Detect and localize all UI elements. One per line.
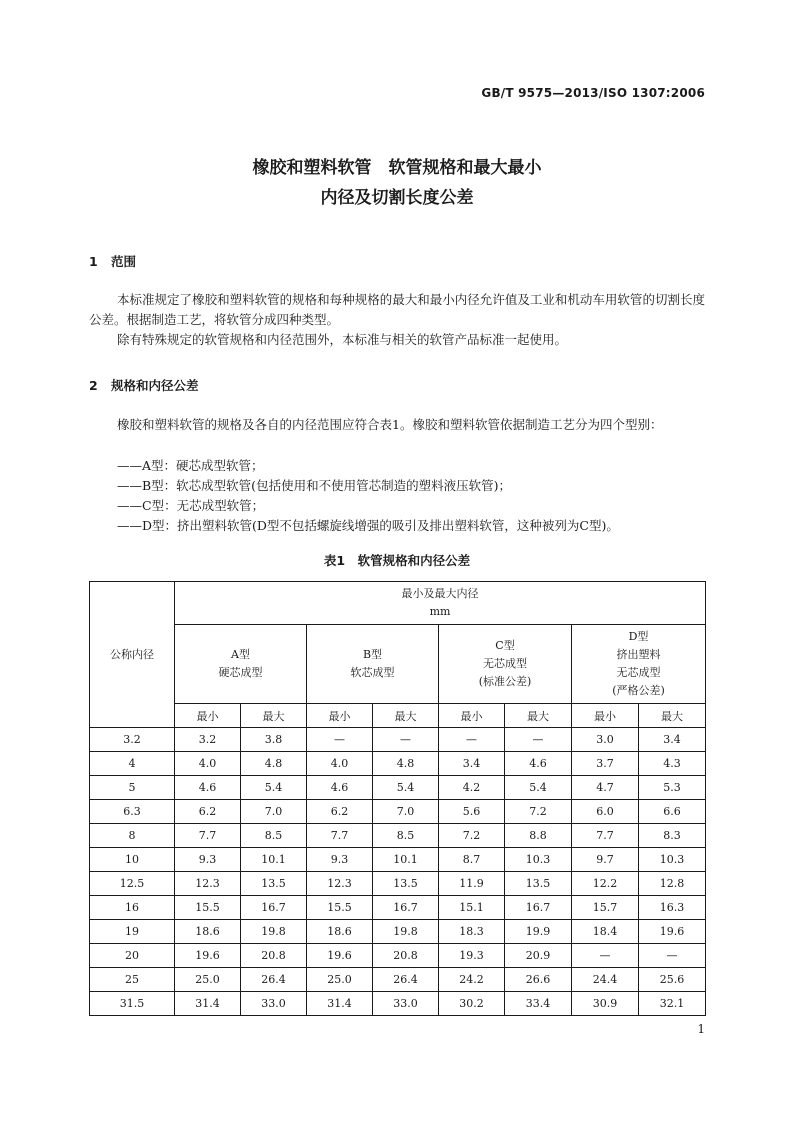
max-header: 最大 <box>505 704 572 728</box>
diameter-cell: 8.7 <box>439 848 505 872</box>
diameter-cell: 7.2 <box>439 824 505 848</box>
table-row <box>90 896 706 920</box>
diameter-cell: 13.5 <box>241 872 307 896</box>
diameter-cell: 19.6 <box>639 920 706 944</box>
table-row <box>90 944 706 968</box>
min-header: 最小 <box>572 704 639 728</box>
section-1-title: 范围 <box>111 254 137 269</box>
diameter-cell: 18.6 <box>307 920 373 944</box>
diameter-cell: 5.3 <box>639 776 706 800</box>
diameter-cell: 15.5 <box>175 896 241 920</box>
diameter-cell: 10.3 <box>505 848 572 872</box>
diameter-cell: — <box>572 944 639 968</box>
group-header-unit: mm <box>429 605 451 618</box>
nominal-bore-header: 公称内径 <box>90 582 175 728</box>
standard-code: GB/T 9575—2013/ISO 1307:2006 <box>481 86 705 100</box>
nominal-bore-cell: 6.3 <box>90 800 175 824</box>
diameter-cell: 4.6 <box>175 776 241 800</box>
max-header: 最大 <box>373 704 439 728</box>
diameter-cell: 10.1 <box>373 848 439 872</box>
type-a-name: A型 <box>231 648 250 661</box>
type-d-name: D型 <box>628 630 649 643</box>
type-d-note: (严格公差) <box>612 684 665 697</box>
section-1-body <box>89 290 705 350</box>
nominal-bore-cell: 16 <box>90 896 175 920</box>
diameter-cell: 5.6 <box>439 800 505 824</box>
diameter-cell: 7.2 <box>505 800 572 824</box>
nominal-bore-cell: 25 <box>90 968 175 992</box>
diameter-cell: 3.4 <box>439 752 505 776</box>
max-header: 最大 <box>639 704 706 728</box>
group-header-label: 最小及最大内径 <box>401 587 479 600</box>
diameter-cell: 16.7 <box>373 896 439 920</box>
diameter-cell: 19.8 <box>241 920 307 944</box>
type-b-name: B型 <box>362 648 383 661</box>
diameter-cell: 5.4 <box>373 776 439 800</box>
diameter-cell: 26.4 <box>373 968 439 992</box>
min-header: 最小 <box>307 704 373 728</box>
diameter-cell: 6.2 <box>307 800 373 824</box>
table-row <box>90 728 706 752</box>
type-d-desc-2: 无芯成型 <box>616 666 661 679</box>
diameter-cell: 4.6 <box>307 776 373 800</box>
section-1-heading <box>89 252 136 270</box>
diameter-cell: 3.8 <box>241 728 307 752</box>
diameter-cell: 25.6 <box>639 968 706 992</box>
page-number: 1 <box>697 1022 705 1036</box>
diameter-cell: 8.3 <box>639 824 706 848</box>
document-title <box>0 153 794 213</box>
section-2-number: 2 <box>89 378 98 393</box>
diameter-cell: 5.4 <box>241 776 307 800</box>
type-a-item: ——A型：硬芯成型软管； <box>117 458 264 473</box>
nominal-bore-cell: 31.5 <box>90 992 175 1016</box>
diameter-cell: 19.6 <box>307 944 373 968</box>
diameter-cell: 24.2 <box>439 968 505 992</box>
diameter-cell: 19.8 <box>373 920 439 944</box>
diameter-cell: 33.0 <box>373 992 439 1016</box>
table-row <box>90 824 706 848</box>
table-row <box>90 752 706 776</box>
diameter-cell: 7.0 <box>373 800 439 824</box>
diameter-cell: 10.3 <box>639 848 706 872</box>
diameter-cell: 12.3 <box>307 872 373 896</box>
diameter-cell: 9.7 <box>572 848 639 872</box>
diameter-cell: 25.0 <box>307 968 373 992</box>
diameter-cell: 9.3 <box>307 848 373 872</box>
diameter-cell: 32.1 <box>639 992 706 1016</box>
diameter-cell: 3.4 <box>639 728 706 752</box>
diameter-cell: 12.8 <box>639 872 706 896</box>
table-row <box>90 776 706 800</box>
nominal-bore-cell: 19 <box>90 920 175 944</box>
type-d-desc: 挤出塑料 <box>616 648 661 661</box>
type-b-header <box>307 625 439 704</box>
diameter-cell: 7.7 <box>175 824 241 848</box>
section-1-para-2: 除有特殊规定的软管规格和内径范围外，本标准与相关的软管产品标准一起使用。 <box>117 332 568 347</box>
diameter-cell: 26.4 <box>241 968 307 992</box>
diameter-cell: 4.8 <box>373 752 439 776</box>
diameter-cell: 18.3 <box>439 920 505 944</box>
section-1-para-1: 本标准规定了橡胶和塑料软管的规格和每种规格的最大和最小内径允许值及工业和机动车用软管的切割长度公差。根据制造工艺，将软管分成四种类型。 <box>89 292 705 327</box>
min-header: 最小 <box>439 704 505 728</box>
section-2-heading <box>89 376 199 394</box>
diameter-cell: 33.0 <box>241 992 307 1016</box>
table-row <box>90 992 706 1016</box>
type-c-desc: 无芯成型 <box>483 657 527 670</box>
diameter-cell: 20.9 <box>505 944 572 968</box>
diameter-cell: 7.0 <box>241 800 307 824</box>
diameter-cell: 18.4 <box>572 920 639 944</box>
diameter-cell: 7.7 <box>572 824 639 848</box>
nominal-bore-cell: 4 <box>90 752 175 776</box>
diameter-cell: — <box>505 728 572 752</box>
diameter-cell: 7.7 <box>307 824 373 848</box>
diameter-cell: 6.6 <box>639 800 706 824</box>
diameter-cell: 20.8 <box>241 944 307 968</box>
diameter-cell: — <box>439 728 505 752</box>
diameter-cell: 26.6 <box>505 968 572 992</box>
diameter-cell: 3.2 <box>175 728 241 752</box>
diameter-cell: 15.5 <box>307 896 373 920</box>
diameter-cell: 4.3 <box>639 752 706 776</box>
diameter-cell: 4.7 <box>572 776 639 800</box>
diameter-cell: 15.7 <box>572 896 639 920</box>
diameter-cell: 8.8 <box>505 824 572 848</box>
diameter-cell: — <box>639 944 706 968</box>
type-c-header <box>439 625 572 704</box>
diameter-cell: 30.2 <box>439 992 505 1016</box>
table-row <box>90 968 706 992</box>
diameter-cell: 6.0 <box>572 800 639 824</box>
nominal-bore-cell: 8 <box>90 824 175 848</box>
nominal-bore-cell: 10 <box>90 848 175 872</box>
min-max-header-row <box>90 704 706 728</box>
section-2-body <box>89 415 705 435</box>
diameter-cell: 31.4 <box>307 992 373 1016</box>
diameter-cell: — <box>373 728 439 752</box>
min-header: 最小 <box>175 704 241 728</box>
nominal-bore-cell: 12.5 <box>90 872 175 896</box>
section-1-number: 1 <box>89 254 98 269</box>
nominal-bore-cell: 20 <box>90 944 175 968</box>
type-c-note: (标准公差) <box>478 675 532 688</box>
table-body <box>90 728 706 1016</box>
type-d-item: ——D型：挤出塑料软管(D型不包括螺旋线增强的吸引及排出塑料软管，这种被列为C型)。 <box>117 518 619 533</box>
diameter-cell: 4.0 <box>307 752 373 776</box>
type-c-name: C型 <box>495 639 515 652</box>
diameter-cell: 8.5 <box>373 824 439 848</box>
section-2-para-1: 橡胶和塑料软管的规格及各自的内径范围应符合表1。橡胶和塑料软管依据制造工艺分为四个型别： <box>117 417 663 432</box>
type-d-header <box>572 625 706 704</box>
diameter-cell: 11.9 <box>439 872 505 896</box>
diameter-cell: 31.4 <box>175 992 241 1016</box>
diameter-cell: 12.2 <box>572 872 639 896</box>
diameter-cell: 13.5 <box>373 872 439 896</box>
diameter-cell: 16.3 <box>639 896 706 920</box>
type-a-header <box>175 625 307 704</box>
hose-size-table <box>89 581 706 1016</box>
diameter-cell: 3.0 <box>572 728 639 752</box>
diameter-cell: 13.5 <box>505 872 572 896</box>
diameter-cell: 4.2 <box>439 776 505 800</box>
diameter-cell: — <box>307 728 373 752</box>
diameter-cell: 4.8 <box>241 752 307 776</box>
diameter-cell: 33.4 <box>505 992 572 1016</box>
table-row <box>90 872 706 896</box>
nominal-bore-cell: 3.2 <box>90 728 175 752</box>
inside-diameter-group-header <box>175 582 706 625</box>
title-line-1: 橡胶和塑料软管 软管规格和最大最小 <box>252 158 542 178</box>
table-caption: 表1 软管规格和内径公差 <box>323 553 471 568</box>
type-a-desc: 硬芯成型 <box>218 666 263 679</box>
nominal-bore-cell: 5 <box>90 776 175 800</box>
diameter-cell: 8.5 <box>241 824 307 848</box>
diameter-cell: 30.9 <box>572 992 639 1016</box>
table-row <box>90 920 706 944</box>
title-line-2: 内径及切割长度公差 <box>320 188 474 208</box>
diameter-cell: 9.3 <box>175 848 241 872</box>
diameter-cell: 4.0 <box>175 752 241 776</box>
table-row <box>90 800 706 824</box>
diameter-cell: 16.7 <box>241 896 307 920</box>
diameter-cell: 24.4 <box>572 968 639 992</box>
diameter-cell: 20.8 <box>373 944 439 968</box>
diameter-cell: 4.6 <box>505 752 572 776</box>
type-b-desc: 软芯成型 <box>350 666 395 679</box>
table-row <box>90 848 706 872</box>
diameter-cell: 15.1 <box>439 896 505 920</box>
diameter-cell: 5.4 <box>505 776 572 800</box>
max-header: 最大 <box>241 704 307 728</box>
diameter-cell: 25.0 <box>175 968 241 992</box>
diameter-cell: 16.7 <box>505 896 572 920</box>
diameter-cell: 18.6 <box>175 920 241 944</box>
diameter-cell: 6.2 <box>175 800 241 824</box>
diameter-cell: 12.3 <box>175 872 241 896</box>
type-b-item: ——B型：软芯成型软管(包括使用和不使用管芯制造的塑料液压软管)； <box>117 478 511 493</box>
type-c-item: ——C型：无芯成型软管； <box>117 498 265 513</box>
diameter-cell: 19.3 <box>439 944 505 968</box>
diameter-cell: 3.7 <box>572 752 639 776</box>
diameter-cell: 19.9 <box>505 920 572 944</box>
section-2-title: 规格和内径公差 <box>111 378 199 393</box>
diameter-cell: 10.1 <box>241 848 307 872</box>
diameter-cell: 19.6 <box>175 944 241 968</box>
